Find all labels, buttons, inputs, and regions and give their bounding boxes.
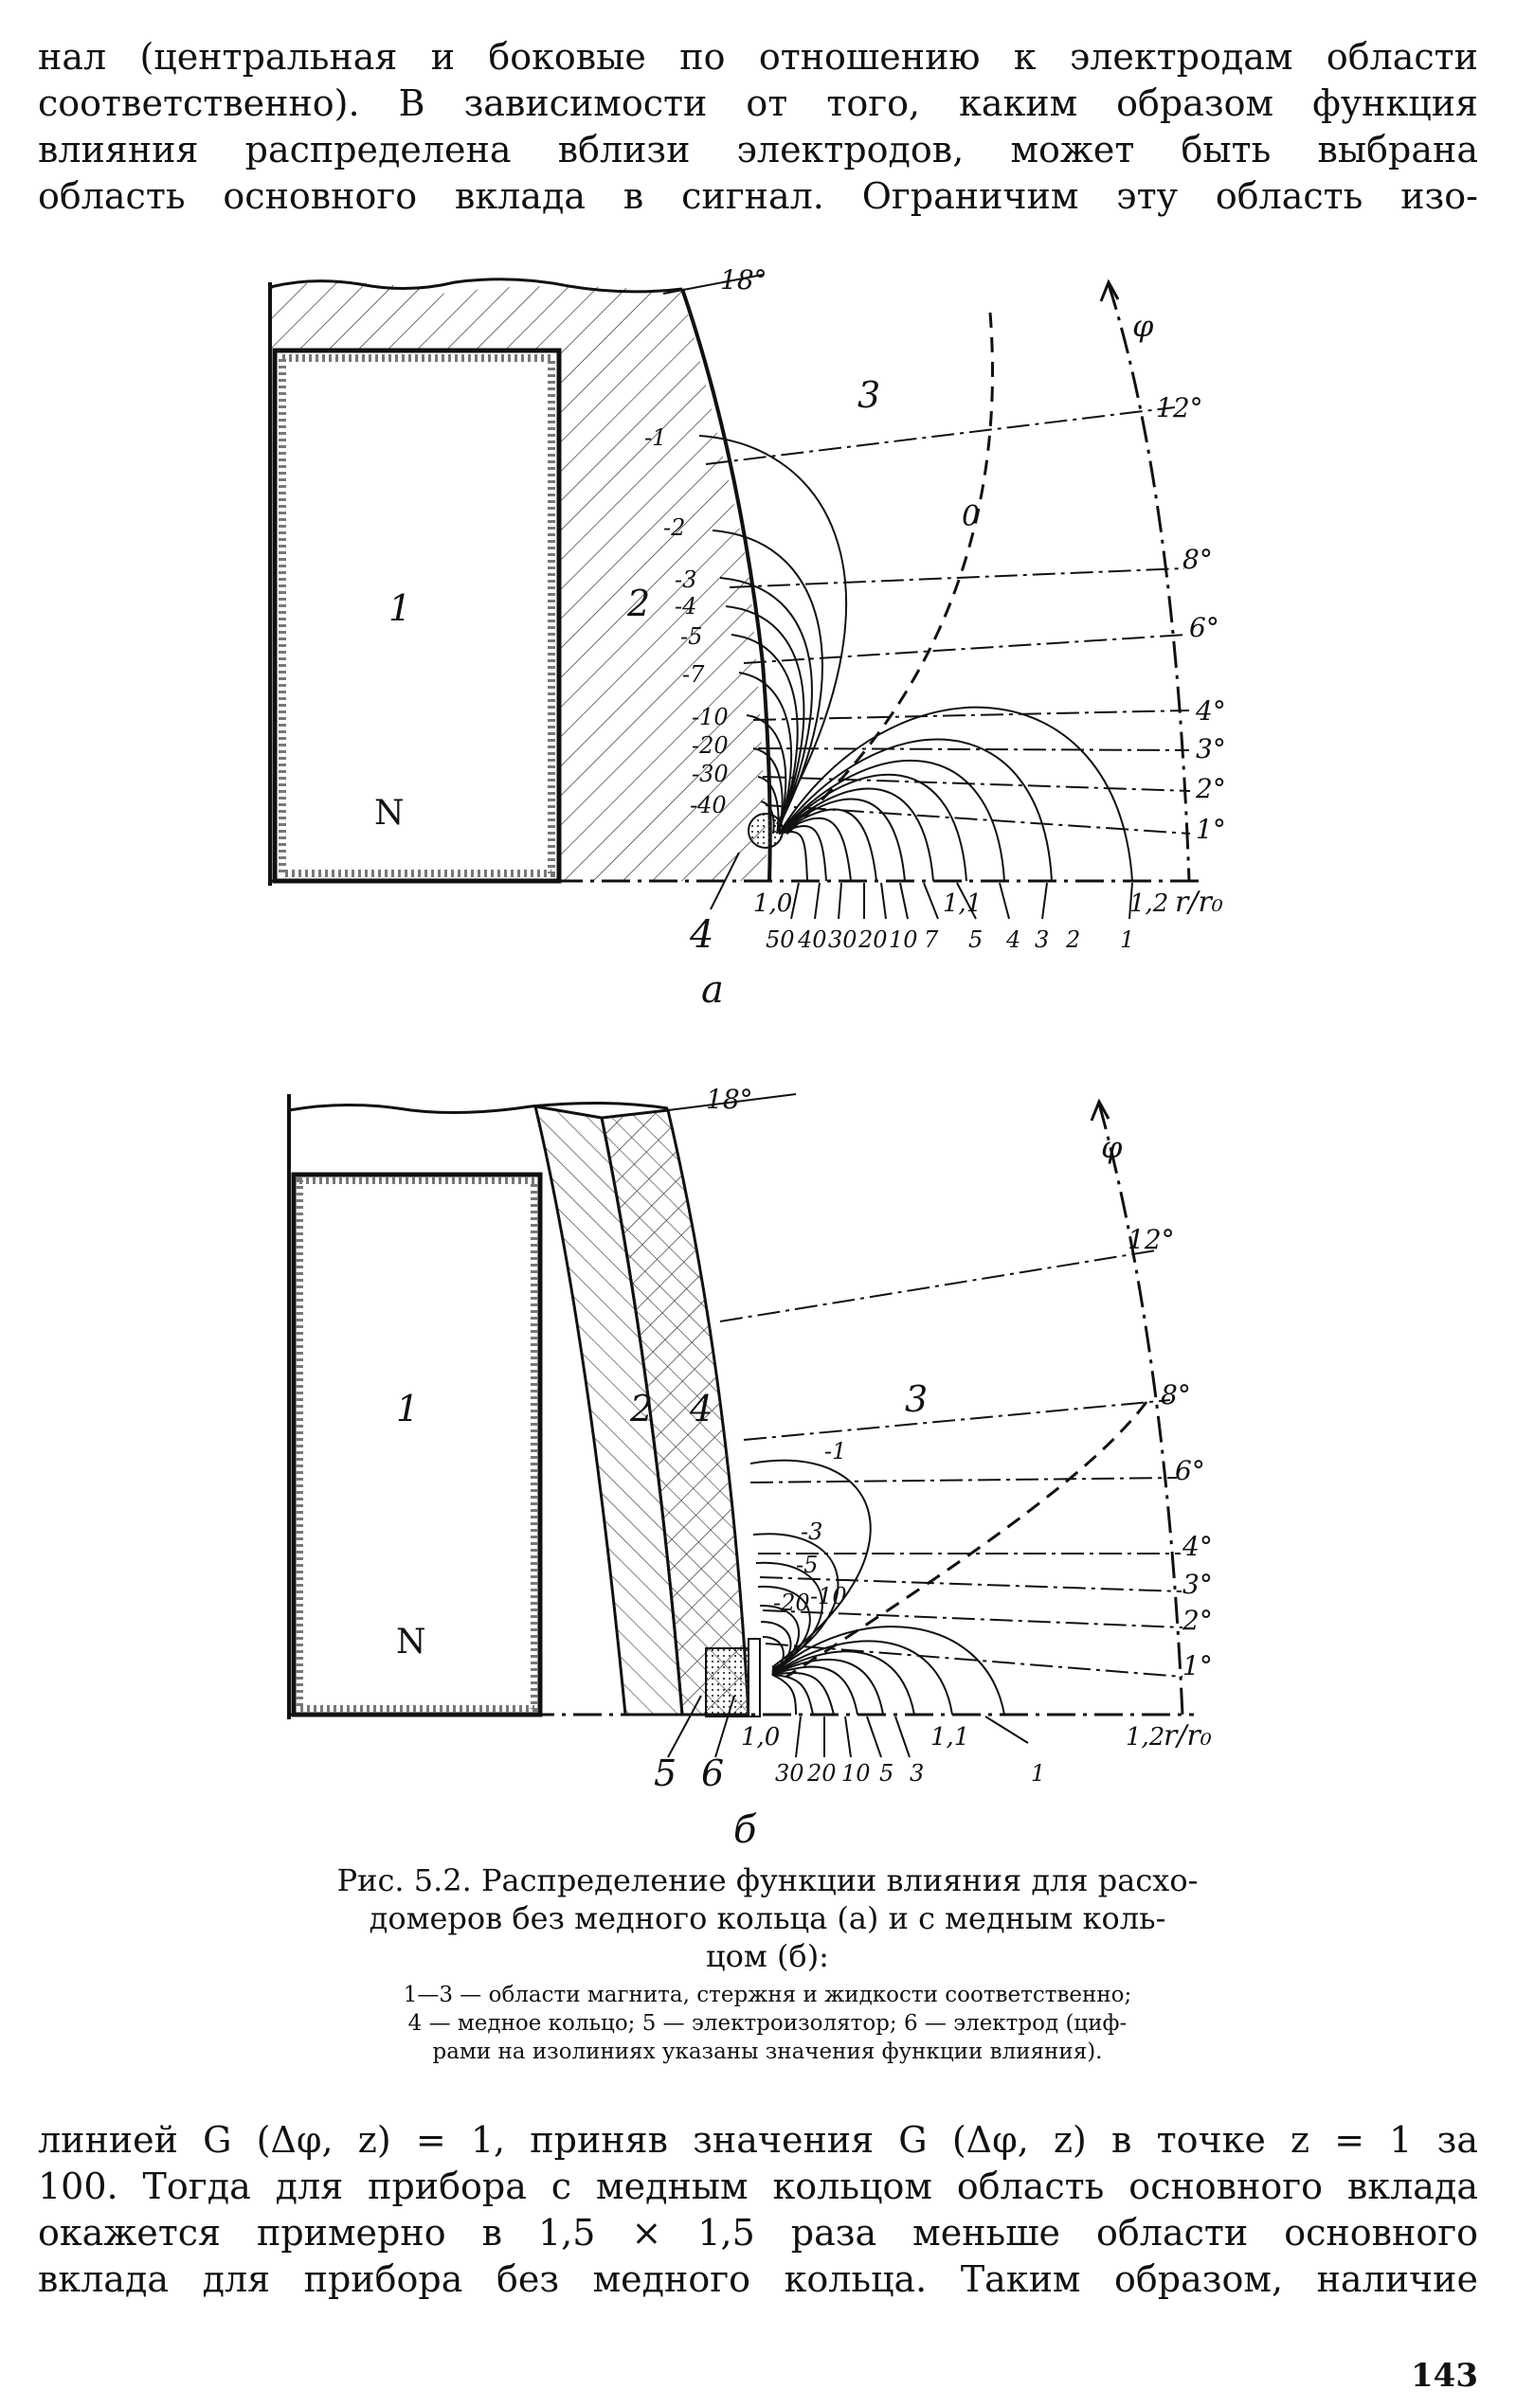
electrode-6: [706, 1648, 753, 1716]
text-line: окажется примерно в 1,5 × 1,5 раза меньше области основного: [38, 2212, 1478, 2254]
isoline: [779, 826, 826, 881]
text-line: линией G (Δφ, z) = 1, приняв значения G (Δφ, z) в точке z = 1 за: [38, 2119, 1478, 2161]
caption-line: Рис. 5.2. Распределение функции влияния для расхо-: [336, 1862, 1199, 1898]
neg-label: -40: [690, 792, 727, 818]
angle-tick: 8°: [1182, 544, 1213, 575]
neg-value-labels: [773, 1438, 847, 1616]
neg-label: -10: [692, 704, 729, 730]
angle-tick: 8°: [1161, 1379, 1191, 1411]
angle-line-8: [744, 1400, 1170, 1440]
positive-isolines: [779, 708, 1132, 881]
bottom-value: 50: [766, 926, 795, 953]
r-tick-labels: [741, 1723, 1164, 1752]
north-label: N: [396, 1623, 426, 1662]
bottom-value: 5: [968, 926, 984, 953]
isoline: [772, 1675, 796, 1715]
region-1-label: 1: [396, 1388, 420, 1429]
region-2-label: 2: [630, 1388, 654, 1429]
r-axis-label: r/r₀: [1164, 1719, 1212, 1752]
isoline: [779, 708, 1132, 881]
caption-legend: [284, 1981, 1251, 2066]
bottom-value: 10: [841, 1760, 871, 1787]
neg-label: -2: [663, 514, 686, 541]
text-line: вклада для прибора без медного кольца. Таким образом, наличие: [38, 2258, 1478, 2300]
north-label: N: [374, 794, 405, 833]
bottom-value: 1: [1120, 926, 1135, 953]
angle-tick: 3°: [1196, 733, 1226, 764]
neg-label: -1: [644, 424, 667, 451]
isoline: [779, 832, 807, 881]
bottom-value: 3: [910, 1760, 925, 1787]
bottom-value: 20: [807, 1760, 837, 1787]
insulator-5: [749, 1639, 760, 1716]
text-line: влияния распределена вблизи электродов, может быть выбрана: [38, 129, 1478, 171]
angle-tick: 4°: [1182, 1531, 1213, 1562]
bottom-value: 4: [1006, 926, 1021, 953]
insulator-5-label: 5: [654, 1752, 677, 1794]
caption-title: [284, 1861, 1251, 1975]
zero-isoline: [786, 313, 993, 834]
angle-line-6: [750, 1478, 1177, 1483]
caption-line: цом (б):: [706, 1938, 829, 1974]
neg-label: -20: [692, 732, 729, 759]
isoline: [779, 789, 933, 881]
r-tick: 1,0: [753, 890, 793, 918]
text-line: нал (центральная и боковые по отношению к электродам области: [38, 36, 1478, 78]
angle-line-12: [706, 407, 1175, 464]
neg-label: -3: [801, 1518, 823, 1545]
bottom-value: 10: [889, 926, 918, 953]
bottom-value: 3: [1035, 926, 1050, 953]
neg-label: -5: [680, 623, 703, 650]
neg-label: -4: [675, 593, 697, 620]
region-3-label: 3: [905, 1378, 929, 1420]
angle-tick: 6°: [1189, 612, 1219, 643]
figure-caption: [284, 1861, 1251, 2066]
bottom-value: 30: [775, 1760, 804, 1787]
figure-a-label: а: [701, 968, 724, 1012]
bottom-value: 5: [879, 1760, 894, 1787]
figure-a: [270, 264, 1226, 1012]
isoline: [772, 1675, 813, 1715]
neg-label: -5: [796, 1552, 819, 1578]
bottom-value: 40: [798, 926, 827, 953]
r-tick: 1,2: [1126, 1723, 1165, 1752]
figure-b: [289, 1084, 1213, 1852]
angle-line-6: [744, 635, 1186, 663]
angle-18-label: 18°: [720, 264, 767, 296]
r-tick: 1,0: [741, 1723, 781, 1752]
bottom-value: 30: [828, 926, 857, 953]
region-1-label: 1: [388, 587, 412, 629]
figure-b-label: б: [733, 1808, 757, 1852]
neg-label: -7: [682, 661, 705, 688]
bottom-paragraph: [38, 2117, 1478, 2303]
bottom-value: 2: [1066, 926, 1081, 953]
wavy-top-border: [289, 1103, 668, 1112]
zero-label: 0: [962, 500, 981, 533]
region-4-label: 4: [690, 1388, 713, 1429]
caption-line: домеров без медного кольца (а) и с медным коль-: [369, 1900, 1166, 1936]
bottom-value: 20: [858, 926, 888, 953]
r-axis-label: r/r₀: [1175, 886, 1223, 919]
text-line: соответственно). В зависимости от того, каким образом функция: [38, 82, 1478, 124]
region-2-label: 2: [627, 583, 651, 624]
electrode-4-label: 4: [690, 913, 714, 957]
bottom-value: 1: [1031, 1760, 1046, 1787]
bottom-value-labels: [775, 1760, 1045, 1787]
bottom-value-labels: [766, 926, 1134, 953]
angle-tick: 6°: [1175, 1455, 1205, 1486]
neg-label: -10: [810, 1583, 847, 1609]
angle-line-3: [758, 748, 1189, 750]
phi-label: φ: [1132, 308, 1154, 344]
text-line: 100. Тогда для прибора с медным кольцом область основного вклада: [38, 2165, 1478, 2207]
neg-label: -30: [692, 761, 729, 787]
r-tick: 1,1: [943, 890, 983, 918]
legend-line: 1—3 — области магнита, стержня и жидкости соответственно;: [403, 1983, 1132, 2007]
phi-arc-axis: [1109, 284, 1189, 881]
electrode-6-label: 6: [701, 1752, 725, 1794]
legend-line: 4 — медное кольцо; 5 — электроизолятор; 6 — электрод (циф-: [407, 2011, 1128, 2036]
angle-18-label: 18°: [706, 1084, 753, 1115]
angle-tick: 2°: [1196, 773, 1226, 804]
region-3-label: 3: [857, 374, 881, 416]
angle-tick: 4°: [1196, 695, 1226, 727]
r-tick: 1,2: [1129, 890, 1169, 918]
r-tick: 1,1: [930, 1723, 970, 1752]
phi-label: φ: [1101, 1129, 1123, 1165]
neg-label: -1: [824, 1438, 847, 1465]
angle-tick: 12°: [1128, 1224, 1175, 1255]
bottom-value: 7: [924, 926, 939, 953]
angle-tick-labels: [1156, 392, 1226, 845]
angle-tick: 1°: [1196, 814, 1226, 845]
neg-label: -3: [675, 566, 697, 593]
page-number: 143: [1411, 2357, 1478, 2395]
isoline: [779, 818, 851, 881]
angle-line-2: [763, 1610, 1182, 1627]
legend-line: рами на изолиниях указаны значения функции влияния).: [432, 2040, 1103, 2064]
angle-line-12: [720, 1250, 1156, 1321]
region-1-magnet: [275, 350, 559, 881]
text-line: область основного вклада в сигнал. Ограничим эту область изо-: [38, 175, 1478, 217]
angle-tick: 1°: [1182, 1650, 1213, 1681]
neg-label: -20: [773, 1590, 810, 1616]
angle-tick: 12°: [1156, 392, 1203, 423]
angle-tick: 3°: [1182, 1569, 1213, 1600]
angle-tick: 2°: [1182, 1605, 1213, 1636]
